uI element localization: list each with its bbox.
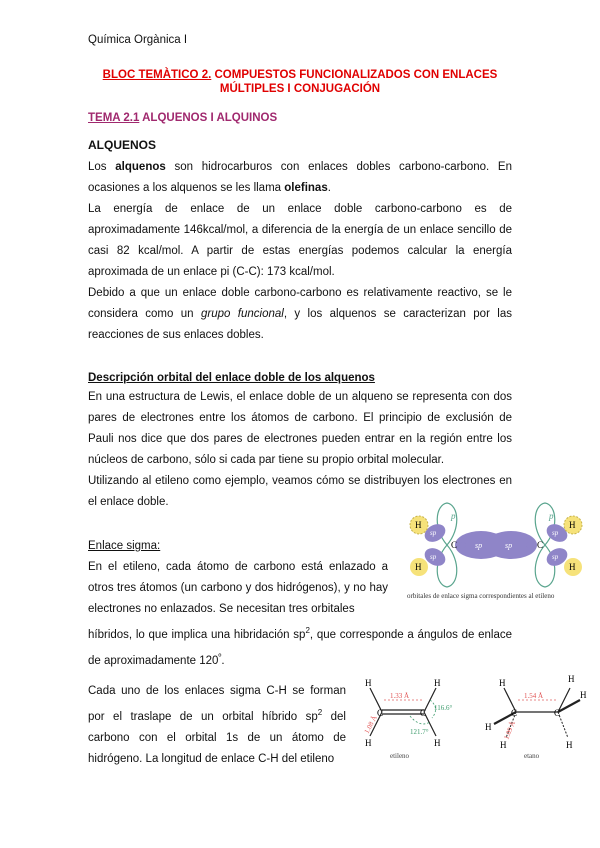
label-p-left: p [451, 511, 456, 521]
atom-h-2: H [365, 738, 372, 748]
sp2-back-lobe-right [526, 542, 536, 548]
tema-name: ALQUENOS I ALQUINOS [139, 112, 278, 124]
text-run: . [327, 182, 331, 194]
atom-h-right-top: H [569, 520, 576, 530]
figure-caption: orbitales de enlace sigma correspondientes al etileno [407, 592, 555, 600]
label-sp2-center-left: sp [475, 541, 483, 550]
paragraph-sigma-1-cont [88, 620, 512, 672]
paragraph-sigma-1: En el etileno, cada átomo de carbono está enlazado a otros tres átomos (un carbono y dos hidrógenos), y no hay electrones no enlazados. Se necesitan tres orbitales [88, 561, 388, 615]
superscript: 2 [317, 708, 323, 717]
bloc-title-line2: MÚLTIPLES I CONJUGACIÓN [219, 83, 381, 95]
paragraph-alquenos-2: La energía de enlace de un enlace doble carbono-carbono es de aproximadamente 146kcal/mol, a diferencia de la energía de un enlace sencillo de casi 82 kcal/mol. A partir de estas energías podemos calcular la energía aproximada de un enlace pi (C-C): 173 kcal/mol. [88, 203, 512, 278]
bloc-title-line1: COMPUESTOS FUNCIONALIZADOS CON ENLACES [211, 69, 498, 81]
atom-h-5: H [580, 690, 587, 700]
atom-h-left-top: H [415, 520, 422, 530]
atom-c-2: C [554, 708, 561, 718]
paragraph-orbital-1: En una estructura de Lewis, el enlace doble de un alqueno se representa con dos pares de electrones entre los átomos de carbono. El principio de exclusión de Pauli nos dice que dos pares de electrones pueden entrar en la región entre los núcleos de carbono, sólo si cada par tiene su propio orbital molecular. [88, 391, 512, 466]
atom-c-1: C [511, 708, 518, 718]
paragraph-alquenos-3 [88, 283, 512, 346]
tema-prefix: TEMA 2.1 [88, 112, 140, 124]
bloc-prefix: BLOC TEMÀTICO 2. [102, 69, 212, 81]
bold-term-olefinas: olefinas [284, 182, 328, 194]
text-run: , que corresponde a ángulos de enlace de aproximadamente 120 [88, 628, 513, 667]
angle-hch-label: 116.6° [434, 704, 453, 712]
atom-h-6: H [566, 740, 573, 750]
sigma-orbitals-figure [405, 497, 595, 605]
atom-h-3: H [434, 678, 441, 688]
label-p-right: p [549, 511, 554, 521]
text-run: , y los alquenos se caracterizan por las reacciones de sus enlaces dobles. [88, 308, 512, 341]
etileno-label: etileno [390, 752, 410, 760]
atom-c-right: C [537, 540, 544, 550]
italic-term: grupo funcional [200, 308, 284, 320]
etileno-structure-figure [360, 670, 460, 762]
running-header: Química Orgànica I [88, 34, 188, 46]
text-run: Los [88, 161, 116, 173]
text-run: Debido a que un enlace doble carbono-carbono es relativamente reactivo, se le considera como un [88, 287, 512, 320]
label-sp2-right-lower: sp [552, 553, 559, 561]
text-run: híbridos, lo que implica una hibridación sp [88, 628, 306, 641]
atom-h-right-bottom: H [569, 562, 576, 572]
angle-hcc-label: 121.7° [410, 728, 429, 736]
cc-length-label: 1.33 Å [390, 692, 410, 700]
bloc-title [88, 68, 512, 96]
sp2-back-lobe-left [456, 542, 466, 548]
paragraph-sigma-2 [88, 681, 346, 770]
section-heading-alquenos: ALQUENOS [88, 138, 157, 152]
atom-h-3: H [500, 740, 507, 750]
atom-h-2: H [485, 722, 492, 732]
text-run: Cada uno de los enlaces sigma C-H se forman por el traslape de un orbital híbrido sp [88, 685, 346, 723]
cc-length-label: 1.54 Å [524, 692, 544, 700]
label-sp2-center-right: sp [505, 541, 513, 550]
atom-h-1: H [365, 678, 372, 688]
ch-length-label: 1.08 Å [362, 714, 379, 735]
label-sp2-right-upper: sp [552, 529, 559, 537]
bold-term-alquenos: alquenos [115, 161, 166, 173]
label-sp2-left-lower: sp [430, 553, 437, 561]
text-run: son hidrocarburos con enlaces dobles carbono-carbono. En ocasiones a los alquenos se les llama [88, 161, 512, 194]
atom-h-1: H [499, 678, 506, 688]
tema-title [88, 112, 277, 124]
atom-c-1: C [377, 708, 384, 718]
label-sp2-left-upper: sp [430, 529, 437, 537]
superscript: 2 [305, 626, 310, 635]
etano-label: etano [524, 752, 540, 760]
atom-c-2: C [420, 708, 427, 718]
section-heading-sigma: Enlace sigma: [88, 540, 161, 552]
text-run: . [221, 654, 225, 667]
atom-h-4: H [568, 674, 575, 684]
ch-length-label: 1.09 Å [502, 720, 517, 741]
etano-structure-figure [480, 668, 590, 764]
paragraph-orbital-2: Utilizando al etileno como ejemplo, veamos cómo se distribuyen los electrones en el enlace doble. [88, 475, 512, 508]
paragraph-alquenos-1 [88, 157, 512, 199]
atom-h-left-bottom: H [415, 562, 422, 572]
superscript: º [218, 651, 222, 661]
atom-c-left: C [451, 540, 458, 550]
text-run: del carbono con el orbital 1s de un átomo de hidrógeno. La longitud de enlace C-H del etileno [88, 710, 346, 765]
section-heading-orbital: Descripción orbital del enlace doble de los alquenos [88, 372, 375, 384]
atom-h-4: H [434, 738, 441, 748]
